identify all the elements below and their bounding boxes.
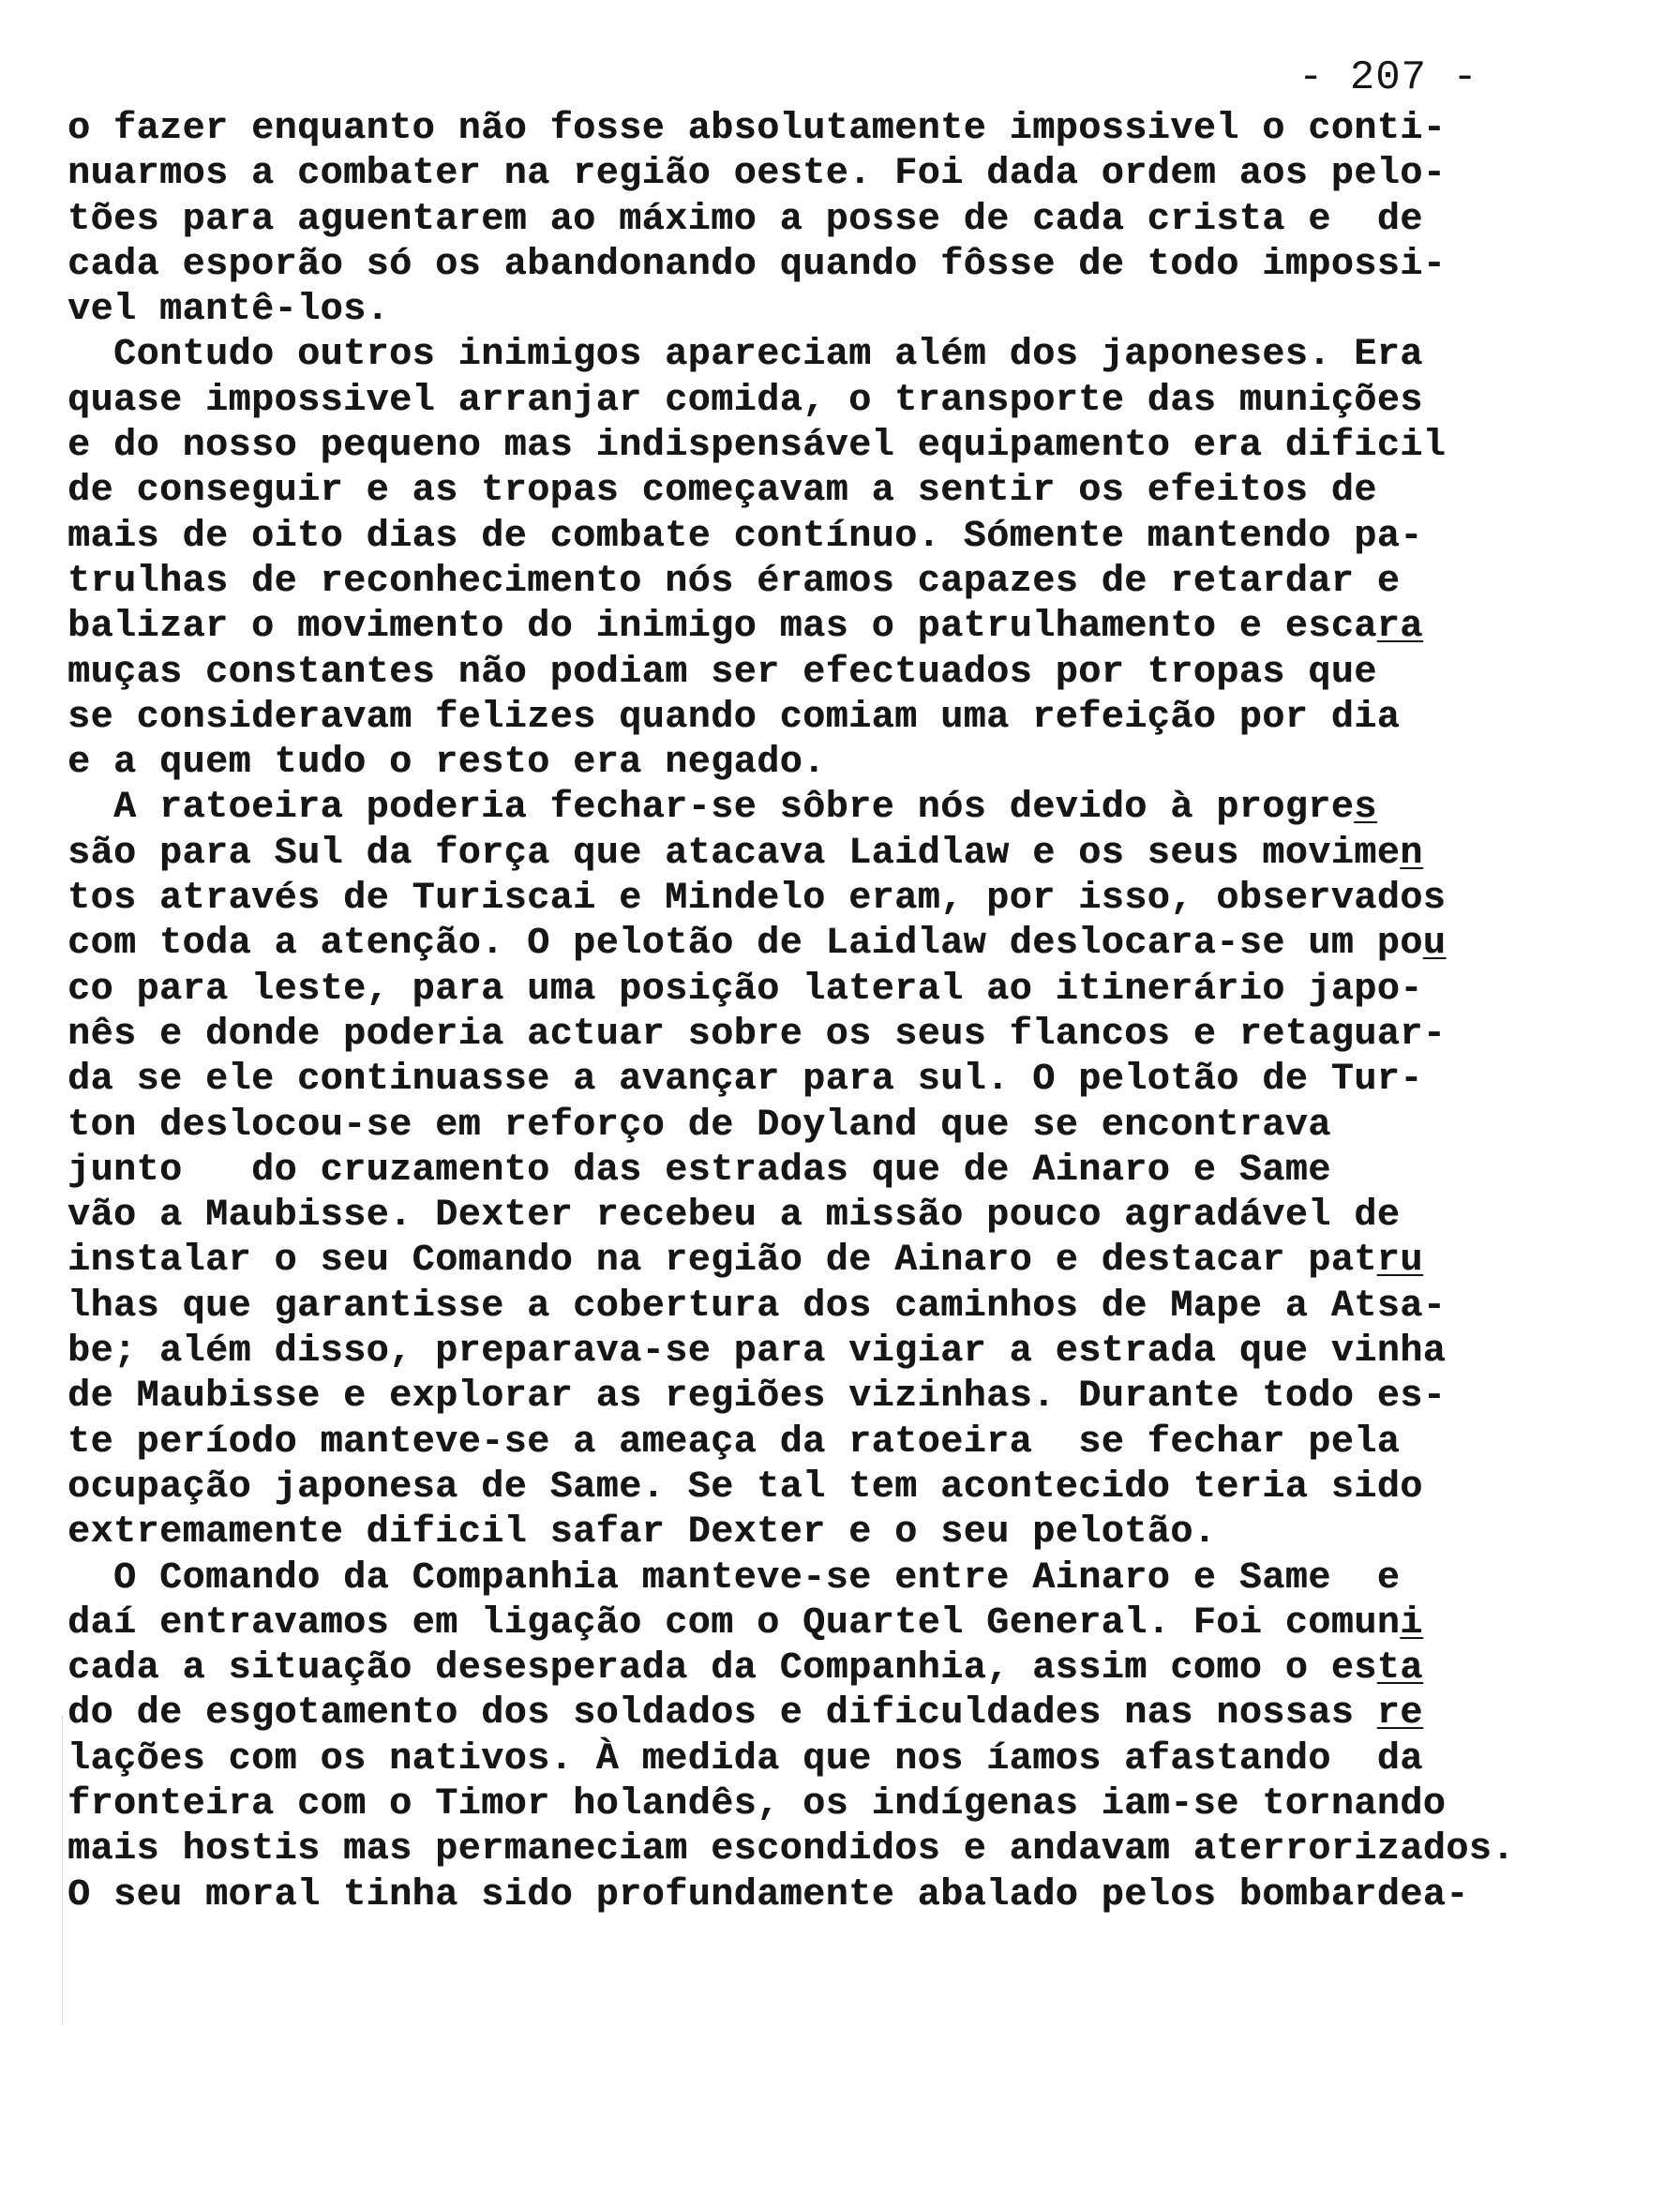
text-line [68, 243, 1530, 288]
line-text: de Maubisse e explorar as regiões vizinhas. Durante todo es- [68, 1375, 1447, 1419]
text-line [68, 198, 1530, 243]
text-line [68, 515, 1530, 560]
line-text: fronteira com o Timor holandês, os indígenas iam-se tornando [68, 1782, 1447, 1826]
text-line [68, 1510, 1530, 1555]
text-line [68, 107, 1530, 152]
underlined-text: ra [1376, 606, 1423, 649]
line-text: com toda a atenção. O pelotão de Laidlaw deslocara-se um po [68, 923, 1423, 966]
text-line [68, 1058, 1530, 1103]
text-line [68, 379, 1530, 424]
line-text: tos através de Turiscai e Mindelo eram, por isso, observados [68, 878, 1447, 921]
text-line [68, 560, 1530, 605]
text-line [68, 1285, 1530, 1330]
text-line [68, 1691, 1530, 1736]
line-text: balizar o movimento do inimigo mas o patrulhamento e esca [68, 606, 1377, 649]
text-line [68, 651, 1530, 696]
underlined-text: u [1422, 923, 1447, 966]
line-text: e do nosso pequeno mas indispensável equipamento era dificil [68, 425, 1447, 468]
text-line [68, 877, 1530, 922]
line-text: e a quem tudo o resto era negado. [68, 742, 826, 785]
line-text: be; além disso, preparava-se para vigiar a estrada que vinha [68, 1330, 1447, 1374]
line-text: do de esgotamento dos soldados e dificuldades nas nossas [68, 1692, 1377, 1736]
line-text: te período manteve-se a ameaça da ratoeira se fechar pela [68, 1420, 1401, 1464]
text-line [68, 832, 1530, 877]
line-text: quase impossivel arranjar comida, o transporte das munições [68, 379, 1423, 422]
text-line [68, 1465, 1530, 1510]
line-text: tões para aguentarem ao máximo a posse de cada crista e de [68, 198, 1423, 241]
underlined-text: re [1376, 1692, 1423, 1736]
line-text: cada esporão só os abandonando quando fôsse de todo impossi- [68, 243, 1447, 286]
text-line [68, 696, 1530, 741]
text-line [68, 1556, 1530, 1601]
line-text: de conseguir e as tropas começavam a sentir os efeitos de [68, 470, 1377, 513]
underlined-text: ru [1376, 1240, 1423, 1283]
text-line [68, 1873, 1530, 1918]
line-text: instalar o seu Comando na região de Ainaro e destacar pat [68, 1240, 1377, 1283]
text-line [68, 922, 1530, 967]
text-line [68, 1330, 1530, 1375]
text-line [68, 424, 1530, 469]
text-line [68, 1013, 1530, 1058]
line-text: mais hostis mas permaneciam escondidos e andavam aterrorizados. [68, 1828, 1515, 1871]
text-line [68, 152, 1530, 197]
line-text: A ratoeira poderia fechar-se sôbre nós devido à progre [68, 787, 1355, 830]
line-text: o fazer enquanto não fosse absolutamente impossivel o conti- [68, 108, 1447, 150]
underlined-text: ta [1376, 1647, 1423, 1691]
text-line [68, 333, 1530, 378]
underlined-text: s [1354, 787, 1377, 830]
line-text: nuarmos a combater na região oeste. Foi dada ordem aos pelo- [68, 153, 1447, 196]
line-text: trulhas de reconhecimento nós éramos capazes de retardar e [68, 560, 1401, 603]
text-line [68, 605, 1530, 650]
text-line [68, 1420, 1530, 1465]
underlined-text: i [1400, 1601, 1423, 1645]
text-line [68, 1239, 1530, 1284]
line-text: cada a situação desesperada da Companhia, assim como o es [68, 1647, 1377, 1691]
text-line [68, 968, 1530, 1013]
line-text: da se ele continuasse a avançar para sul. O pelotão de Tur- [68, 1059, 1423, 1102]
line-text: ton deslocou-se em reforço de Doyland que se encontrava [68, 1104, 1331, 1147]
text-line [68, 1194, 1530, 1239]
text-line [68, 1104, 1530, 1149]
line-text: são para Sul da força que atacava Laidlaw e os seus movime [68, 832, 1401, 875]
line-text: extremamente dificil safar Dexter e o seu pelotão. [68, 1511, 1217, 1555]
line-text: O Comando da Companhia manteve-se entre Ainaro e Same e [68, 1556, 1401, 1600]
text-line [68, 1149, 1530, 1194]
line-text: co para leste, para uma posição lateral ao itinerário japo- [68, 968, 1423, 1011]
text-line [68, 1646, 1530, 1691]
line-text: mais de oito dias de combate contínuo. Sómente mantendo pa- [68, 515, 1423, 558]
line-text: lhas que garantisse a cobertura dos caminhos de Mape a Atsa- [68, 1285, 1447, 1328]
line-text: ocupação japonesa de Same. Se tal tem acontecido teria sido [68, 1465, 1423, 1509]
line-text: junto do cruzamento das estradas que de Ainaro e Same [68, 1149, 1331, 1192]
line-text: daí entravamos em ligação com o Quartel General. Foi comun [68, 1601, 1401, 1645]
text-line [68, 288, 1530, 333]
text-line [68, 1375, 1530, 1420]
line-text: muças constantes não podiam ser efectuados por tropas que [68, 651, 1377, 694]
line-text: vel mantê-los. [68, 289, 390, 332]
line-text: vão a Maubisse. Dexter recebeu a missão pouco agradável de [68, 1195, 1401, 1238]
line-text: Contudo outros inimigos apareciam além dos japoneses. Era [68, 334, 1423, 377]
text-line [68, 1737, 1530, 1782]
page-number: - 207 - [1298, 54, 1478, 101]
line-text: se consideravam felizes quando comiam uma refeição por dia [68, 696, 1401, 739]
body-text [68, 107, 1530, 1918]
text-line [68, 1782, 1530, 1827]
text-line [68, 786, 1530, 831]
text-line [68, 469, 1530, 514]
text-line [68, 1827, 1530, 1872]
line-text: O seu moral tinha sido profundamente abalado pelos bombardea- [68, 1873, 1469, 1916]
text-line [68, 741, 1530, 786]
underlined-text: n [1400, 832, 1423, 875]
line-text: nês e donde poderia actuar sobre os seus flancos e retaguar- [68, 1013, 1447, 1056]
line-text: lações com os nativos. À medida que nos íamos afastando da [68, 1737, 1423, 1781]
margin-mark [62, 1716, 64, 2025]
text-line [68, 1601, 1530, 1646]
